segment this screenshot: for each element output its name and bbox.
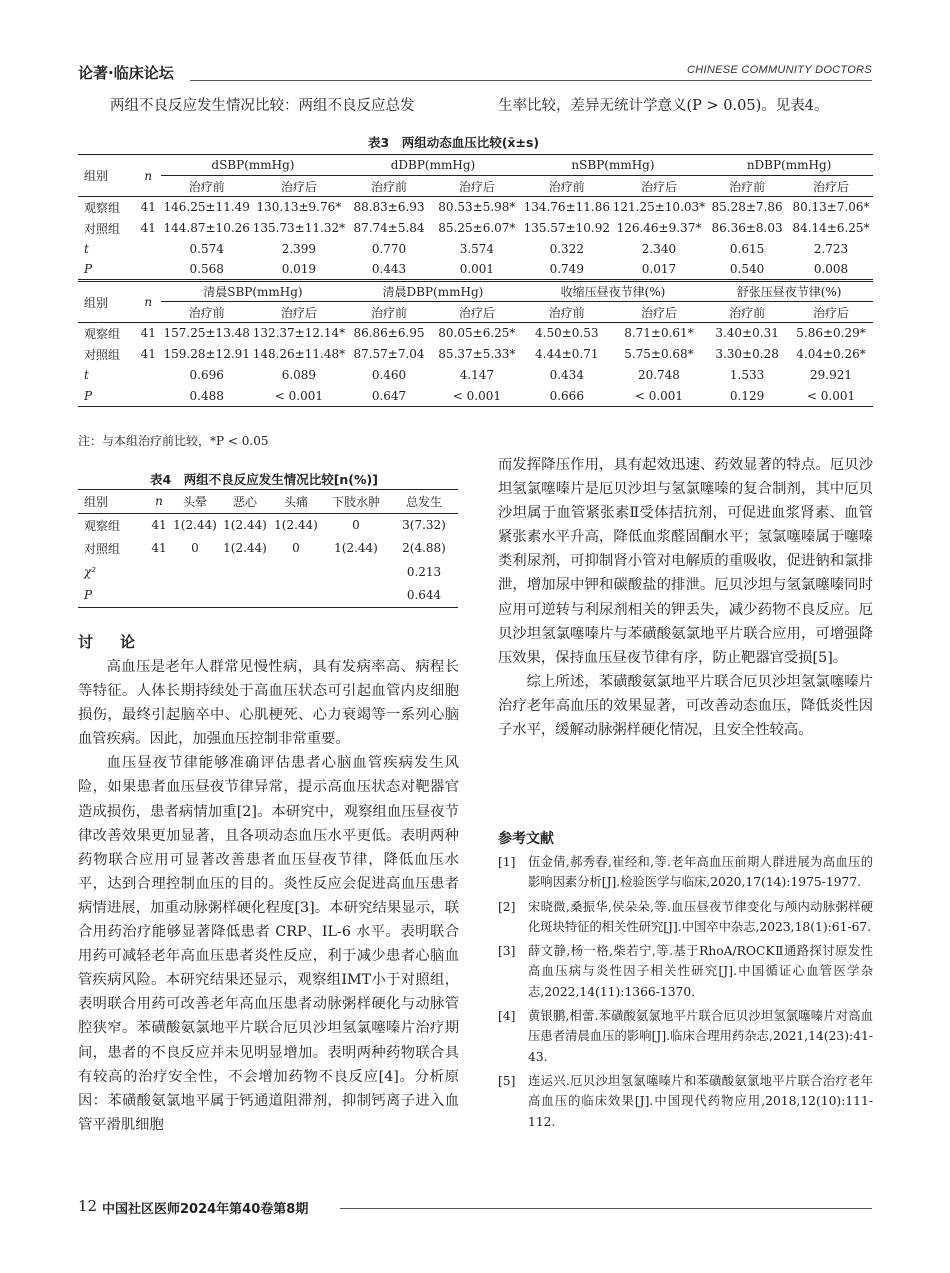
cell: 0.460 bbox=[371, 368, 407, 382]
reference-number: [5] bbox=[498, 1073, 516, 1088]
t3b2-group-header: 组别 bbox=[84, 295, 109, 310]
cell: 85.28±7.86 bbox=[711, 200, 783, 215]
t3b1-col-header: nSBP(mmHg) bbox=[521, 155, 705, 176]
t4-header: 下肢水肿 bbox=[331, 494, 380, 509]
cell: 0 bbox=[191, 541, 199, 556]
cell bbox=[322, 560, 390, 584]
cell: 4.147 bbox=[459, 368, 495, 382]
cell: 5.75±0.68* bbox=[624, 347, 694, 361]
t3b1-after: 治疗后 bbox=[280, 179, 317, 194]
cell bbox=[170, 584, 220, 608]
cell: 0.129 bbox=[729, 388, 765, 403]
cell: 0.666 bbox=[549, 388, 584, 403]
t3b1-after: 治疗后 bbox=[458, 179, 495, 194]
header-rule bbox=[190, 80, 872, 81]
table3-caption: 表3 两组动态血压比较(x̄±s) bbox=[368, 135, 540, 150]
cell: P bbox=[84, 388, 93, 403]
cell bbox=[220, 560, 270, 584]
paragraph: 高血压是老年人群常见慢性病，具有发病率高、病程长等特征。人体长期持续处于高血压状态可引起血管内皮细胞损伤，最终引起脑卒中、心肌梗死、心力衰竭等一系列心脑血管疾病。因此，加强血压控制非常重要。 bbox=[78, 659, 459, 748]
cell: 3(7.32) bbox=[402, 518, 446, 532]
cell: < 0.001 bbox=[452, 388, 501, 403]
t3b2-after: 治疗后 bbox=[813, 305, 850, 320]
t3b1-before: 治疗前 bbox=[548, 179, 585, 194]
t3b2-before: 治疗前 bbox=[371, 305, 408, 320]
cell: 3.574 bbox=[459, 242, 495, 256]
cell: 157.25±13.48 bbox=[163, 326, 250, 341]
cell: 87.74±5.84 bbox=[353, 221, 425, 235]
cell: 80.05±6.25* bbox=[438, 326, 516, 341]
cell: 观察组 bbox=[84, 326, 121, 341]
cell: 6.089 bbox=[281, 368, 317, 382]
header-section-label: 论著·临床论坛 bbox=[78, 64, 174, 82]
cell: 0.322 bbox=[549, 242, 584, 256]
cell: 86.36±8.03 bbox=[711, 221, 783, 235]
cell: 0.574 bbox=[189, 242, 224, 256]
cell: 1(2.44) bbox=[223, 541, 267, 556]
table-row bbox=[78, 584, 458, 608]
table-row bbox=[78, 197, 873, 218]
cell: 41 bbox=[151, 518, 167, 532]
t3b2-col-header: 清晨SBP(mmHg) bbox=[161, 281, 345, 302]
references-heading: 参考文献 bbox=[498, 831, 554, 847]
cell: 0.017 bbox=[641, 262, 677, 277]
cell: 41 bbox=[140, 221, 156, 235]
cell: 0.019 bbox=[281, 262, 317, 277]
cell: 1.533 bbox=[729, 368, 765, 382]
discussion-heading: 讨 论 bbox=[78, 633, 142, 651]
t3b2-after: 治疗后 bbox=[458, 305, 495, 320]
cell: 80.53±5.98* bbox=[438, 200, 516, 215]
cell: 132.37±12.14* bbox=[252, 326, 346, 341]
t3b2-after: 治疗后 bbox=[640, 305, 677, 320]
t3b2-before: 治疗前 bbox=[548, 305, 585, 320]
cell: 144.87±10.26 bbox=[163, 221, 250, 235]
paragraph: 血压昼夜节律能够准确评估患者心脑血管疾病发生风险，如果患者血压昼夜节律异常，提示高血压状态对靶器官造成损伤，患者病情加重[2]。本研究中，观察组血压昼夜节律改善效果更加显著，且各项动态血压水平更低。表明两种药物联合应用可显著改善患者血压昼夜节律，降低血压水平，达到合理控制血压的目的。炎性反应会促进高血压患者病情进展，加重动脉粥样硬化程度[3]。本研究结果显示，联合用药治疗能够显著降低患者 CRP、IL-6 水平。表明联合用药可减轻老年高血压患者炎性反应，利于减少患者心脑血管疾病风险。本研究结果还显示，观察组IMT小于对照组，表明联合用药可改善老年高血压患者动脉粥样硬化与动脉管腔狭窄。苯磺酸氨氯地平片联合厄贝沙坦氢氯噻嗪片治疗期间，患者的不良反应并未见明显增加。表明两种药物联合具有较高的治疗安全性，不会增加药物不良反应[4]。分析原因：苯磺酸氨氯地平属于钙通道阻滞剂，抑制钙离子进入血管平滑肌细胞 bbox=[78, 755, 459, 1133]
cell: 86.86±6.95 bbox=[353, 326, 425, 341]
cell: 29.921 bbox=[810, 368, 853, 382]
t4-header: 恶心 bbox=[232, 494, 257, 509]
reference-text: 黄银鹏,相蕾.苯磺酸氨氯地平片联合厄贝沙坦氢氯噻嗪片对高血压患者清晨血压的影响[J].临床合理用药杂志,2021,14(23):41-43. bbox=[528, 1009, 873, 1064]
cell: 88.83±6.93 bbox=[353, 200, 425, 215]
reference-number: [4] bbox=[498, 1009, 516, 1024]
cell: 126.46±9.37* bbox=[616, 221, 702, 235]
t3b1-col-header: dDBP(mmHg) bbox=[345, 155, 521, 176]
cell bbox=[136, 386, 161, 407]
t3b1-before: 治疗前 bbox=[729, 179, 766, 194]
cell: 159.28±12.91 bbox=[163, 347, 250, 361]
discussion-right-column bbox=[498, 453, 873, 742]
cell: 0.615 bbox=[729, 242, 765, 256]
cell: 0.647 bbox=[371, 388, 407, 403]
cell: 130.13±9.76* bbox=[256, 200, 342, 215]
cell bbox=[148, 584, 170, 608]
cell: P bbox=[84, 262, 93, 277]
reference-text: 伍金倩,郝秀春,崔经和,等.老年高血压前期人群进展为高血压的影响因素分析[J].检验医学与临床,2020,17(14):1975-1977. bbox=[528, 855, 873, 890]
intro-left-line: 两组不良反应发生情况比较：两组不良反应总发 bbox=[110, 98, 415, 114]
cell: 148.26±11.48* bbox=[252, 347, 346, 361]
cell: χ² bbox=[84, 564, 97, 579]
t4-header: 头晕 bbox=[182, 494, 207, 509]
table-row bbox=[78, 218, 873, 239]
cell: 4.50±0.53 bbox=[535, 326, 599, 341]
footer-journal: 中国社区医师2024年第40卷第8期 bbox=[102, 1202, 309, 1217]
t3b1-col-header: dSBP(mmHg) bbox=[161, 155, 345, 176]
cell: < 0.001 bbox=[634, 388, 684, 403]
reference-text: 连运兴.厄贝沙坦氢氯噻嗪片和苯磺酸氨氯地平片联合治疗老年高血压的临床效果[J].中国现代药物应用,2018,12(10):111-112. bbox=[528, 1073, 873, 1129]
cell: 87.57±7.04 bbox=[353, 347, 425, 361]
t3b2-before: 治疗前 bbox=[729, 305, 766, 320]
cell: 对照组 bbox=[84, 221, 121, 236]
cell: < 0.001 bbox=[806, 388, 856, 403]
cell: 2.399 bbox=[281, 242, 317, 256]
cell bbox=[136, 260, 161, 281]
cell: P bbox=[84, 588, 93, 602]
cell: 41 bbox=[151, 541, 167, 556]
cell bbox=[148, 560, 170, 584]
table-row bbox=[78, 260, 873, 281]
t3b2-n-header: n bbox=[144, 295, 153, 309]
t3b1-before: 治疗前 bbox=[188, 179, 225, 194]
t3b1-after: 治疗后 bbox=[640, 179, 677, 194]
cell bbox=[220, 584, 270, 608]
cell: 84.14±6.25* bbox=[792, 221, 870, 235]
reference-item bbox=[498, 1006, 873, 1067]
t3b1-after: 治疗后 bbox=[813, 179, 850, 194]
cell: 85.37±5.33* bbox=[438, 347, 516, 361]
footer-rule bbox=[340, 1208, 872, 1209]
cell: t bbox=[84, 242, 89, 256]
reference-item bbox=[498, 852, 873, 893]
cell: 20.748 bbox=[637, 368, 680, 382]
table-row bbox=[78, 537, 458, 561]
cell: 0.434 bbox=[549, 368, 584, 382]
cell: 0.749 bbox=[549, 262, 584, 277]
cell: 0 bbox=[292, 541, 300, 556]
page-number: 12 bbox=[78, 1197, 98, 1215]
cell: 146.25±11.49 bbox=[163, 200, 250, 215]
discussion-left-column bbox=[78, 655, 459, 1137]
cell: 0.696 bbox=[189, 368, 224, 382]
cell: 4.04±0.26* bbox=[796, 347, 866, 361]
cell: 1(2.44) bbox=[334, 541, 378, 556]
cell bbox=[136, 239, 161, 260]
cell: 2(4.88) bbox=[402, 541, 446, 556]
cell bbox=[136, 365, 161, 386]
table-row bbox=[78, 344, 873, 365]
cell: 观察组 bbox=[84, 200, 121, 215]
reference-item bbox=[498, 1071, 873, 1132]
reference-number: [1] bbox=[498, 855, 516, 869]
cell: 80.13±7.06* bbox=[792, 200, 870, 215]
cell: 观察组 bbox=[84, 518, 121, 533]
table-row bbox=[78, 323, 873, 344]
table-row bbox=[78, 386, 873, 407]
cell: 0 bbox=[352, 518, 360, 532]
t4-header: 头痛 bbox=[283, 494, 308, 509]
cell: 85.25±6.07* bbox=[438, 221, 516, 235]
t3b1-before: 治疗前 bbox=[371, 179, 408, 194]
cell: 41 bbox=[140, 200, 156, 215]
table-row bbox=[78, 560, 458, 584]
t3b2-before: 治疗前 bbox=[188, 305, 225, 320]
cell: 对照组 bbox=[84, 541, 121, 556]
table3-note: 注：与本组治疗前比较，*P < 0.05 bbox=[78, 434, 269, 448]
t3b2-col-header: 舒张压昼夜节律(%) bbox=[705, 281, 873, 302]
cell bbox=[270, 560, 322, 584]
t4-header: 组别 bbox=[84, 494, 109, 509]
cell: 135.57±10.92 bbox=[523, 221, 610, 235]
references-list bbox=[498, 852, 873, 1136]
cell: 1(2.44) bbox=[173, 518, 217, 532]
t3b2-after: 治疗后 bbox=[280, 305, 317, 320]
table-row bbox=[78, 239, 873, 260]
table-row bbox=[78, 513, 458, 537]
paragraph: 而发挥降压作用，具有起效迅速、药效显著的特点。厄贝沙坦氢氯噻嗪片是厄贝沙坦与氢氯噻嗪的复合制剂，其中厄贝沙坦属于血管紧张素Ⅱ受体拮抗剂，可促进血浆肾素、血管紧张素水平升高，降低血浆醛固酮水平；氢氯噻嗪属于噻嗪类利尿剂，可抑制肾小管对电解质的重吸收，促进钠和氯排泄，增加尿中钾和碳酸盐的排泄。厄贝沙坦与氢氯噻嗪同时应用可逆转与利尿剂相关的钾丢失，减少药物不良反应。厄贝沙坦氢氯噻嗪片与苯磺酸氨氯地平片联合应用，可增强降压效果，保持血压昼夜节律有序，防止靶器官受损[5]。 bbox=[498, 457, 873, 666]
table4 bbox=[78, 489, 458, 608]
cell: 0.568 bbox=[189, 262, 224, 277]
cell: 8.71±0.61* bbox=[624, 326, 694, 341]
cell: 41 bbox=[140, 347, 156, 361]
cell: 1(2.44) bbox=[223, 518, 267, 532]
reference-number: [3] bbox=[498, 944, 516, 959]
intro-right-line: 生率比较，差异无统计学意义(P > 0.05)。见表4。 bbox=[498, 98, 829, 114]
cell bbox=[270, 584, 322, 608]
cell: 4.44±0.71 bbox=[535, 347, 599, 361]
cell: 135.73±11.32* bbox=[252, 221, 346, 235]
t4-header: n bbox=[155, 494, 163, 509]
table3 bbox=[78, 154, 873, 407]
cell: 对照组 bbox=[84, 347, 121, 362]
t3b1-group-header: 组别 bbox=[84, 169, 109, 183]
t4-header: 总发生 bbox=[405, 494, 442, 509]
cell: 2.340 bbox=[641, 242, 677, 256]
cell: 3.30±0.28 bbox=[715, 347, 779, 361]
reference-number: [2] bbox=[498, 899, 516, 914]
cell: 0.488 bbox=[189, 388, 224, 403]
cell: 0.540 bbox=[729, 262, 765, 277]
reference-text: 薛文静,杨一格,柴若宁,等.基于RhoA/ROCKⅡ通路探讨原发性高血压病与炎性因子相关性研究[J].中国循证心血管医学杂志,2022,14(11):1366-1370. bbox=[528, 944, 873, 999]
cell: 121.25±10.03* bbox=[612, 200, 706, 215]
t3b2-col-header: 清晨DBP(mmHg) bbox=[345, 281, 521, 302]
table4-caption: 表4 两组不良反应发生情况比较[n(%)] bbox=[150, 472, 378, 487]
cell: < 0.001 bbox=[274, 388, 323, 403]
cell: 2.723 bbox=[813, 242, 849, 256]
reference-item bbox=[498, 897, 873, 938]
cell: 5.86±0.29* bbox=[796, 326, 866, 341]
table-row bbox=[78, 365, 873, 386]
paragraph: 综上所述，苯磺酸氨氯地平片联合厄贝沙坦氢氯噻嗪片治疗老年高血压的效果显著，可改善动态血压，降低炎性因子水平，缓解动脉粥样硬化情况，且安全性较高。 bbox=[498, 673, 873, 739]
cell: 41 bbox=[140, 326, 156, 341]
reference-text: 宋晓微,桑振华,侯朵朵,等.血压昼夜节律变化与颅内动脉粥样硬化斑块特征的相关性研究[J].中国卒中杂志,2023,18(1):61-67. bbox=[528, 899, 873, 934]
cell: 3.40±0.31 bbox=[715, 326, 779, 341]
cell: 0.770 bbox=[371, 242, 407, 256]
cell: 1(2.44) bbox=[274, 518, 318, 532]
t3b2-col-header: 收缩压昼夜节律(%) bbox=[521, 281, 705, 302]
cell: 0.001 bbox=[459, 262, 495, 277]
cell: 134.76±11.86 bbox=[523, 200, 610, 215]
cell: 0.008 bbox=[813, 262, 849, 277]
cell: 0.213 bbox=[406, 564, 442, 579]
t3b1-col-header: nDBP(mmHg) bbox=[705, 155, 873, 176]
cell: 0.644 bbox=[406, 588, 442, 602]
cell bbox=[170, 560, 220, 584]
header-journal-name: CHINESE COMMUNITY DOCTORS bbox=[687, 64, 872, 76]
reference-item bbox=[498, 941, 873, 1002]
cell: t bbox=[84, 368, 89, 382]
cell bbox=[322, 584, 390, 608]
t3b1-n-header: n bbox=[144, 168, 153, 183]
cell: 0.443 bbox=[371, 262, 407, 277]
